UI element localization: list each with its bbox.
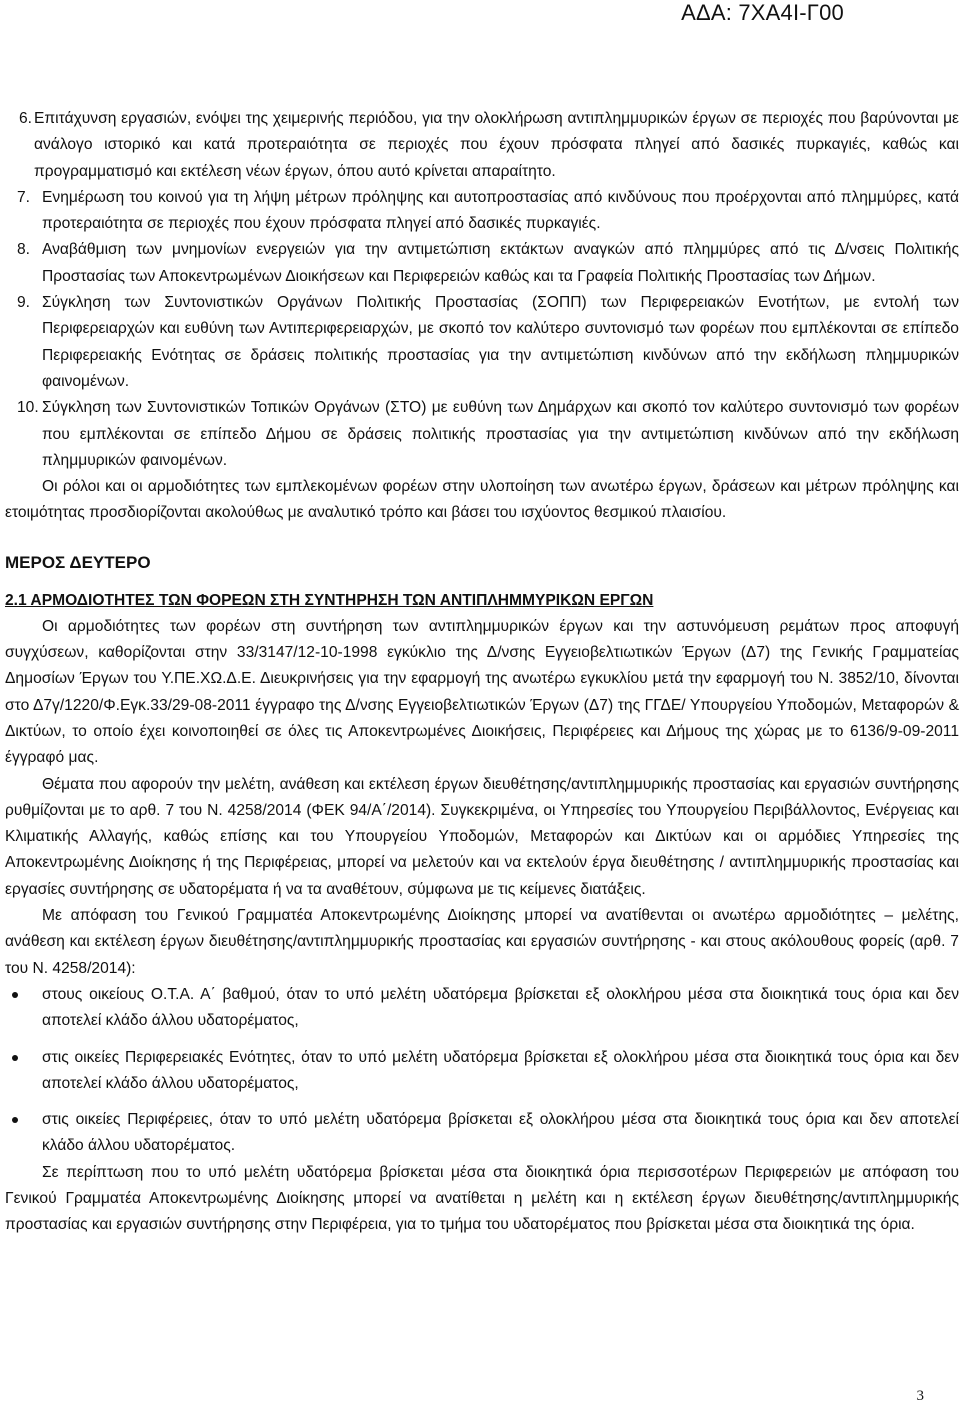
list-item-text: Ενημέρωση του κοινού για τη λήψη μέτρων πρόληψης και αυτοπροστασίας από κινδύνους που προέρχονται από πλημμύρες, κατά προτεραιότητα σε περιοχές που έχουν πρόσφατα πληγεί από δασικές πυρκαγιές. <box>42 188 959 233</box>
bullet-item <box>5 1045 959 1098</box>
body-paragraph: Θέματα που αφορούν την μελέτη, ανάθεση και εκτέλεση έργων διευθέτησης/αντιπλημμυρικής προστασίας και εργασιών συντήρησης ρυθμίζονται με το αρθ. 7 του Ν. 4258/2014 (ΦΕΚ 94/Α΄/2014). Συγκεκριμένα, οι Υπηρεσίες του Υπουργείου Περιβάλλοντος, Ενέργειας και Κλιματικής Αλλαγής, καθώς επίσης και του Υπουργείου Υποδομών, Μεταφορών και Δικτύων και οι αρμόδιες Υπηρεσίες της Αποκεντρωμένης Διοίκησης ή της Περιφέρειας, μπορεί να μελετούν και να εκτελούν έργα διευθέτησης / αντιπλημμυρικής προστασίας και εργασίες συντήρησης σε υδατορέματα ή να τα αναθέτουν, σύμφωνα με τις κείμενες διατάξεις. <box>5 775 959 898</box>
list-item-number: 10. <box>17 399 39 417</box>
list-item-text: Αναβάθμιση των μνημονίων ενεργειών για την αντιμετώπιση εκτάκτων αναγκών από πλημμύρες από τις Δ/νσεις Πολιτικής Προστασίας των Αποκεντρωμένων Διοικήσεων και Περιφερειών καθώς και τα Γραφεία Πολιτικής Προστασίας των Δήμων. <box>42 241 959 285</box>
page-number: 3 <box>916 1388 924 1404</box>
body-paragraph: Με απόφαση του Γενικού Γραμματέα Αποκεντρωμένης Διοίκησης μπορεί να ανατίθενται οι ανωτέρω αρμοδιότητες – μελέτης, ανάθεση και εκτέλεση έργων διευθέτησης/αντιπλημμυρικής προστασίας και εργασιών συντήρησης - και στους ακόλουθους φορείς (αρθ. 7 του Ν. 4258/2014): <box>5 907 959 977</box>
list-item-text: Σύγκληση των Συντονιστικών Οργάνων Πολιτικής Προστασίας (ΣΟΠΠ) των Περιφερειακών Ενοτήτων, με εντολή των Περιφερειαρχών και ευθύνη των Αντιπεριφερειαρχών, με σκοπό τον καλύτερο συντονισμό των φορέων που εμπλέκονται σε επίπεδο Περιφερειακής Ενότητας σε δράσεις πολιτικής προστασίας για την αντιμετώπιση κινδύνων από την εκδήλωση πλημμυρικών φαινομένων. <box>42 294 959 390</box>
document-body <box>5 106 959 1239</box>
list-item-text: Επιτάχυνση εργασιών, ενόψει της χειμερινής περιόδου, για την ολοκλήρωση αντιπλημμυρικών έργων σε περιοχές που βαρύνονται με ανάλογο ιστορικό και κατά προτεραιότητα σε περιοχές που έχουν πρόσφατα πληγεί από δασικές πυρκαγιές, καθώς και προγραμματισμό και εκτέλεση νέων έργων, όπου αυτό κρίνεται απαραίτητο. <box>34 110 959 180</box>
bullet-text: στις οικείες Περιφερειακές Ενότητες, όταν το υπό μελέτη υδατόρεμα βρίσκεται εξ ολοκλήρου μέσα στα διοικητικά τους όρια και δεν αποτελεί κλάδο άλλου υδατορέματος, <box>42 1048 959 1092</box>
bullet-text: στις οικείες Περιφέρειες, όταν το υπό μελέτη υδατόρεμα βρίσκεται εξ ολοκλήρου μέσα στα διοικητικά τους όρια και δεν αποτελεί κλάδο άλλου υδατορέματος. <box>42 1111 959 1155</box>
part-heading: ΜΕΡΟΣ ΔΕΥΤΕΡΟ <box>5 552 151 572</box>
bullet-item <box>5 1107 959 1160</box>
roles-paragraph: Οι ρόλοι και οι αρμοδιότητες των εμπλεκομένων φορέων στην υλοποίηση των ανωτέρω έργων, δράσεων και μέτρων πρόληψης και ετοιμότητας προσδιορίζονται ακολούθως με αναλυτικό τρόπο και βάσει του ισχύοντος θεσμικού πλαισίου. <box>5 478 959 522</box>
section-heading: 2.1 ΑΡΜΟΔΙΟΤΗΤΕΣ ΤΩΝ ΦΟΡΕΩΝ ΣΤΗ ΣΥΝΤΗΡΗΣΗ ΤΩΝ ΑΝΤΙΠΛΗΜΜΥΡΙΚΩΝ ΕΡΓΩΝ <box>5 591 654 609</box>
list-item <box>5 395 959 474</box>
bullet-item <box>5 982 959 1035</box>
list-item-text: Σύγκληση των Συντονιστικών Τοπικών Οργάνων (ΣΤΟ) με ευθύνη των Δημάρχων και σκοπό τον καλύτερο συντονισμό των φορέων που εμπλέκονται σε επίπεδο Δήμου σε δράσεις πολιτικής προστασίας για την αντιμετώπιση κινδύνων από την εκδήλωση πλημμυρικών φαινομένων. <box>42 399 959 469</box>
list-item-number: 6. <box>19 110 33 127</box>
list-item-number: 8. <box>17 241 31 259</box>
closing-paragraph: Σε περίπτωση που το υπό μελέτη υδατόρεμα βρίσκεται μέσα στα διοικητικά όρια περισσοτέρων Περιφερειών με απόφαση του Γενικού Γραμματέα Αποκεντρωμένης Διοίκησης μπορεί να ανατίθεται η μελέτη και η εκτέλεση έργων διευθέτησης/αντιπλημμυρικής προστασίας και εργασιών συντήρησης στην Περιφέρεια, για το τμήμα του υδατορέματος που βρίσκεται μέσα στα διοικητικά της όρια. <box>5 1163 959 1234</box>
list-item <box>5 290 959 395</box>
list-item <box>5 237 959 290</box>
list-item-number: 7. <box>17 188 31 206</box>
list-item <box>5 185 959 238</box>
body-paragraph: Οι αρμοδιότητες των φορέων στη συντήρηση των αντιπλημμυρικών έργων και την αστυνόμευση ρεμάτων προς αποφυγή συγχύσεων, καθορίζονται στην 33/3147/12-10-1998 εγκύκλιο της Δ/νσης Εγγειοβελτιωτικών Έργων (Δ7) της Γενικής Γραμματείας Δημοσίων Έργων του Υ.ΠΕ.ΧΩ.Δ.Ε. Διευκρινήσεις για την εφαρμογή της ανωτέρω εγκυκλίου μετά την εφαρμογή του Ν. 3852/10, δίνονται στο Δ7γ/1220/Φ.Εγκ.33/29-08-2011 έγγραφο της Δ/νσης Εγγειοβελτιωτικών Έργων (Δ7) της ΓΓΔΕ/ Υπουργείου Υποδομών, Μεταφορών & Δικτύων, το οποίο έχει κοινοποιηθεί σε όλες τις Αποκεντρωμένες Διοικήσεις, Περιφέρειες και Δήμους της χώρας με το 6136/9-09-2011 έγγραφό μας. <box>5 617 959 767</box>
list-item <box>5 106 959 185</box>
bullet-list <box>5 982 959 1160</box>
bullet-icon <box>12 992 18 998</box>
bullet-text: στους οικείους Ο.Τ.Α. Α΄ βαθμού, όταν το υπό μελέτη υδατόρεμα βρίσκεται εξ ολοκλήρου μέσα στα διοικητικά τους όρια και δεν αποτελεί κλάδο άλλου υδατορέματος, <box>42 985 959 1030</box>
bullet-icon <box>12 1055 18 1061</box>
bullet-icon <box>12 1117 18 1123</box>
ada-identifier: ΑΔΑ: 7ΧΑ4Ι-Γ00 <box>681 0 844 25</box>
list-item-number: 9. <box>17 294 31 312</box>
